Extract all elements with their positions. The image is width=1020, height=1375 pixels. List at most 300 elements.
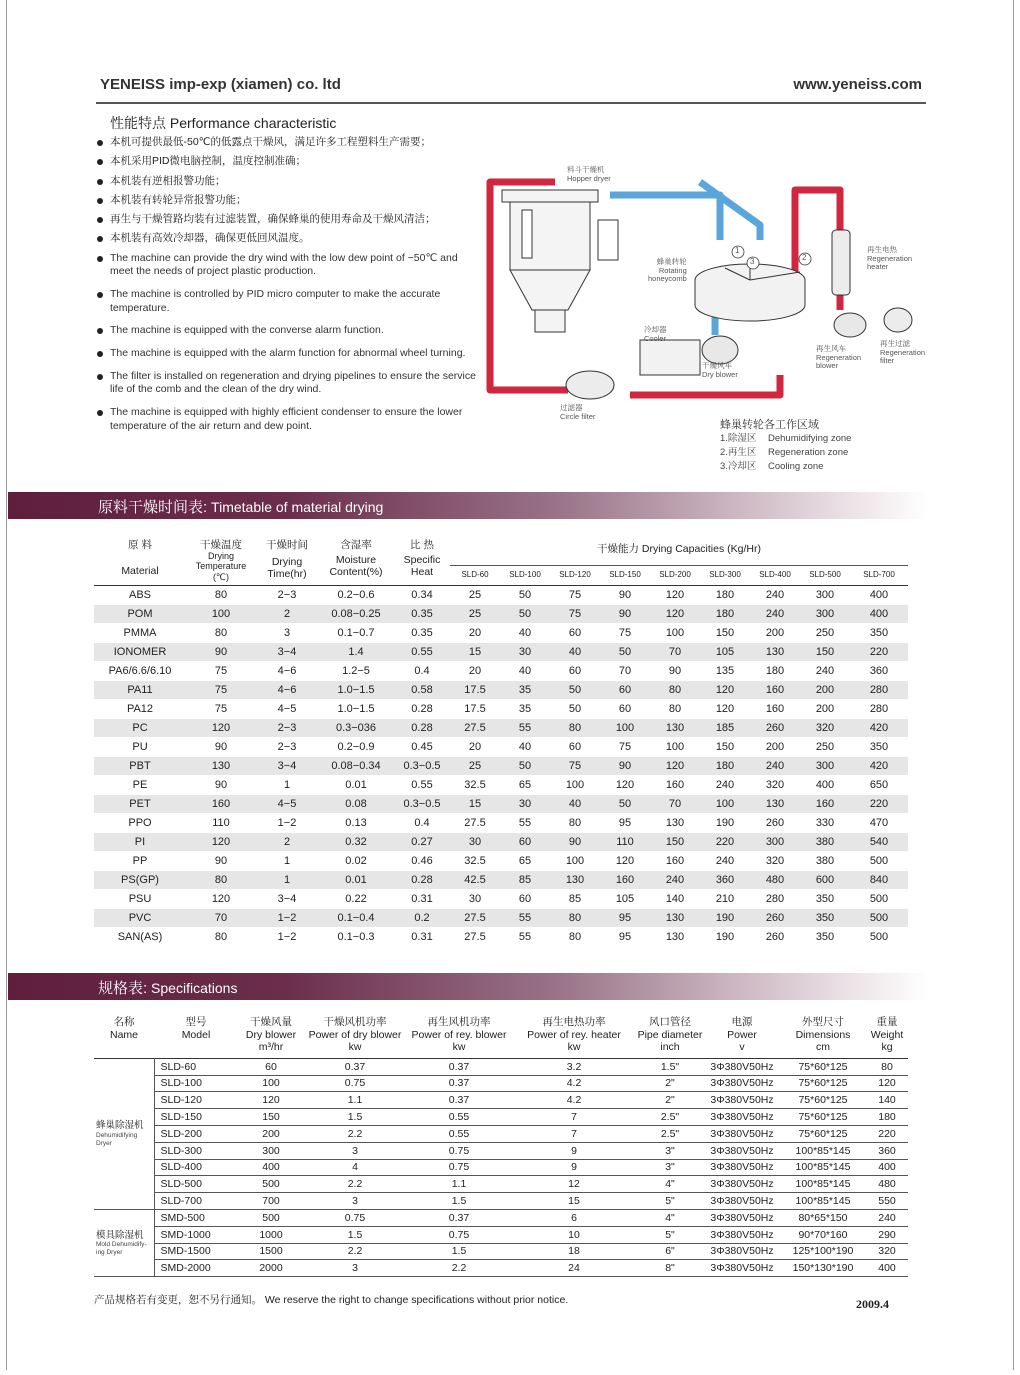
feature-cn-item: 本机可提供最低-50℃的低露点干燥风，满足许多工程塑料生产需要； <box>96 136 476 155</box>
table-cell: 75 <box>600 737 650 756</box>
table-cell: 260 <box>750 813 800 832</box>
table-cell: 70 <box>650 642 700 661</box>
table-cell: 0.08−0.25 <box>318 604 394 623</box>
drying-table <box>94 539 908 947</box>
spec-section-band <box>8 973 928 1000</box>
table-cell: 220 <box>850 642 908 661</box>
table-cell: 400 <box>850 585 908 604</box>
zone-item: 2.再生区 Regeneration zone <box>720 446 849 458</box>
spec-header: 再生电热功率 Power of rey. heater kw <box>527 1016 621 1054</box>
drying-table-wrap <box>94 539 908 947</box>
table-cell: 10 <box>512 1226 636 1243</box>
table-cell: 240 <box>866 1209 908 1226</box>
table-cell: 0.01 <box>318 870 394 889</box>
table-cell: 2.2 <box>406 1260 512 1277</box>
table-cell: 32.5 <box>450 775 500 794</box>
table-cell: 130 <box>650 718 700 737</box>
table-cell: 1.5 <box>406 1243 512 1260</box>
label-regen-blower: 再生风车 Regeneration blower <box>816 344 862 371</box>
table-cell: 700 <box>238 1193 304 1210</box>
table-cell: 540 <box>850 832 908 851</box>
table-cell: 120 <box>238 1092 304 1109</box>
col-time: 干燥时间 Drying Time(hr) <box>266 539 308 581</box>
model-header: SLD-100 <box>509 569 541 579</box>
table-cell: 3Φ380V50Hz <box>704 1125 780 1142</box>
cold-pipe-mid <box>700 182 760 240</box>
table-cell: 85 <box>500 870 550 889</box>
website-link[interactable]: www.yeneiss.com <box>793 76 922 93</box>
table-cell: 60 <box>550 661 600 680</box>
table-cell: 90 <box>600 756 650 775</box>
table-cell: 95 <box>600 908 650 927</box>
table-cell: 150 <box>700 623 750 642</box>
table-cell: 50 <box>550 699 600 718</box>
table-cell: 1.0−1.5 <box>318 680 394 699</box>
table-cell: 80 <box>550 927 600 946</box>
table-cell: 3Φ380V50Hz <box>704 1226 780 1243</box>
table-cell: 50 <box>500 756 550 775</box>
table-cell: 0.37 <box>406 1092 512 1109</box>
table-cell: 17.5 <box>450 680 500 699</box>
table-cell: 360 <box>866 1142 908 1159</box>
table-cell: 30 <box>500 642 550 661</box>
table-cell: 95 <box>600 813 650 832</box>
material-cell: PS(GP) <box>94 870 186 889</box>
cooler-box <box>640 340 700 375</box>
table-cell: 75*60*125 <box>780 1058 866 1075</box>
zone-title: 蜂巢转轮各工作区域 <box>720 419 819 431</box>
regen-blower <box>834 313 866 337</box>
model-header: SLD-200 <box>659 569 691 579</box>
table-cell: 30 <box>450 832 500 851</box>
table-cell: 470 <box>850 813 908 832</box>
zone-list <box>720 432 851 473</box>
feature-cn-item: 本机装有逆相报警功能； <box>96 175 476 194</box>
table-cell: 50 <box>600 642 650 661</box>
material-cell: PE <box>94 775 186 794</box>
table-row <box>94 1193 908 1210</box>
table-cell: 1−2 <box>256 927 318 946</box>
table-cell: 300 <box>800 756 850 775</box>
table-cell: 4−6 <box>256 680 318 699</box>
table-cell: 150 <box>650 832 700 851</box>
table-cell: 0.4 <box>394 813 450 832</box>
model-cell: SLD-400 <box>154 1159 238 1176</box>
table-cell: 0.37 <box>304 1058 406 1075</box>
table-cell: 1.5 <box>304 1226 406 1243</box>
model-cell: SLD-700 <box>154 1193 238 1210</box>
spec-header: 干燥风机功率 Power of dry blower kw <box>308 1016 402 1054</box>
material-cell: PSU <box>94 889 186 908</box>
table-cell: 32.5 <box>450 851 500 870</box>
table-cell: 6" <box>636 1243 704 1260</box>
model-header: SLD-700 <box>863 569 895 579</box>
table-cell: 140 <box>650 889 700 908</box>
spec-header: 名称 Name <box>109 1016 138 1041</box>
table-cell: 40 <box>500 623 550 642</box>
label-filter: 过滤器 Circle filter <box>560 403 596 421</box>
table-cell: 400 <box>866 1260 908 1277</box>
spec-section-title: 规格表: Specifications <box>98 980 238 997</box>
table-cell: 500 <box>238 1176 304 1193</box>
table-cell: 1.5" <box>636 1058 704 1075</box>
label-dry-blower: 干燥风车 Dry blower <box>702 361 738 379</box>
table-cell: 65 <box>500 851 550 870</box>
table-cell: 0.1−0.3 <box>318 927 394 946</box>
table-cell: 0.3−036 <box>318 718 394 737</box>
table-cell: 0.2−0.9 <box>318 737 394 756</box>
table-cell: 2.5" <box>636 1125 704 1142</box>
model-cell: SLD-120 <box>154 1092 238 1109</box>
table-cell: 90 <box>600 585 650 604</box>
table-cell: 1−2 <box>256 813 318 832</box>
table-cell: 3Φ380V50Hz <box>704 1193 780 1210</box>
table-cell: 0.28 <box>394 699 450 718</box>
feature-en-item: The machine is equipped with the converse alarm function. <box>96 324 476 338</box>
regen-filter <box>884 308 912 332</box>
model-cell: SMD-2000 <box>154 1260 238 1277</box>
table-cell: 240 <box>750 756 800 775</box>
model-cell: SLD-500 <box>154 1176 238 1193</box>
model-cell: SLD-200 <box>154 1125 238 1142</box>
table-cell: 400 <box>866 1159 908 1176</box>
table-cell: 150*130*190 <box>780 1260 866 1277</box>
table-cell: 300 <box>800 585 850 604</box>
table-cell: 185 <box>700 718 750 737</box>
table-cell: 200 <box>800 699 850 718</box>
table-cell: 0.3−0.5 <box>394 756 450 775</box>
table-cell: 0.28 <box>394 870 450 889</box>
table-cell: 160 <box>650 775 700 794</box>
company-name: YENEISS imp-exp (xiamen) co. ltd <box>100 76 341 93</box>
table-cell: 6 <box>512 1209 636 1226</box>
table-cell: 40 <box>500 737 550 756</box>
table-cell: 50 <box>500 604 550 623</box>
feature-cn-item: 本机装有高效冷却器，确保更低回风温度。 <box>96 232 476 251</box>
table-row <box>94 851 908 870</box>
hopper-dryer <box>502 190 618 332</box>
table-cell: 60 <box>600 680 650 699</box>
material-cell: PVC <box>94 908 186 927</box>
regen-heater <box>832 230 850 295</box>
material-cell: POM <box>94 604 186 623</box>
table-cell: 1 <box>256 851 318 870</box>
table-cell: 70 <box>600 661 650 680</box>
table-cell: 0.75 <box>304 1075 406 1092</box>
zone-item: 1.除湿区 Dehumidifying zone <box>720 433 852 444</box>
table-cell: 300 <box>800 604 850 623</box>
table-cell: 90 <box>600 604 650 623</box>
table-cell: 190 <box>700 908 750 927</box>
spec-table-body <box>94 1058 908 1276</box>
table-cell: 2" <box>636 1092 704 1109</box>
table-cell: 130 <box>650 927 700 946</box>
page-header <box>96 74 926 104</box>
table-cell: 70 <box>650 794 700 813</box>
table-cell: 25 <box>450 604 500 623</box>
table-cell: 180 <box>750 661 800 680</box>
table-cell: 90 <box>186 737 256 756</box>
table-cell: 1 <box>256 870 318 889</box>
table-cell: 650 <box>850 775 908 794</box>
table-cell: 75*60*125 <box>780 1075 866 1092</box>
table-cell: 0.01 <box>318 775 394 794</box>
model-cell: SMD-500 <box>154 1209 238 1226</box>
table-cell: 3 <box>256 623 318 642</box>
table-cell: 120 <box>600 851 650 870</box>
model-header: SLD-150 <box>609 569 641 579</box>
label-honeycomb: 蜂巢转轮 Rotating honeycomb <box>648 257 687 284</box>
table-cell: 160 <box>650 851 700 870</box>
table-row <box>94 1142 908 1159</box>
table-cell: 75*60*125 <box>780 1125 866 1142</box>
table-row <box>94 775 908 794</box>
table-cell: 3Φ380V50Hz <box>704 1176 780 1193</box>
label-hopper: 料斗干燥机 Hopper dryer <box>567 165 611 183</box>
table-cell: 75 <box>550 585 600 604</box>
honeycomb-wheel <box>695 264 805 321</box>
table-cell: 320 <box>866 1243 908 1260</box>
table-row <box>94 680 908 699</box>
table-cell: 500 <box>850 889 908 908</box>
table-cell: 75 <box>550 756 600 775</box>
drying-section-band <box>8 492 928 519</box>
table-cell: 80 <box>186 585 256 604</box>
table-cell: 1.1 <box>406 1176 512 1193</box>
table-cell: 2−3 <box>256 737 318 756</box>
table-cell: 360 <box>850 661 908 680</box>
table-cell: 105 <box>700 642 750 661</box>
table-cell: 180 <box>700 585 750 604</box>
table-cell: 1500 <box>238 1243 304 1260</box>
table-row <box>94 1209 908 1226</box>
table-cell: 100*85*145 <box>780 1176 866 1193</box>
model-cell: SLD-60 <box>154 1058 238 1075</box>
table-cell: 0.31 <box>394 889 450 908</box>
table-cell: 100 <box>700 794 750 813</box>
table-cell: 380 <box>800 851 850 870</box>
material-cell: PC <box>94 718 186 737</box>
spec-header: 风口管径 Pipe diameter inch <box>637 1016 703 1054</box>
table-cell: 55 <box>500 718 550 737</box>
table-cell: 160 <box>750 699 800 718</box>
table-row <box>94 661 908 680</box>
process-diagram-svg <box>480 160 940 480</box>
table-cell: 240 <box>650 870 700 889</box>
table-cell: 100 <box>650 737 700 756</box>
table-cell: 400 <box>800 775 850 794</box>
feature-en-item: The machine is equipped with highly efficient condenser to ensure the lower temperature of the air return and dew point. <box>96 406 476 433</box>
model-header: SLD-400 <box>759 569 791 579</box>
table-cell: 50 <box>600 794 650 813</box>
table-cell: 300 <box>238 1142 304 1159</box>
model-cell: SLD-300 <box>154 1142 238 1159</box>
table-cell: 12 <box>512 1176 636 1193</box>
table-cell: 400 <box>238 1159 304 1176</box>
table-cell: 0.58 <box>394 680 450 699</box>
material-cell: PA12 <box>94 699 186 718</box>
table-cell: 2.2 <box>304 1125 406 1142</box>
table-cell: 500 <box>850 927 908 946</box>
table-cell: 240 <box>750 604 800 623</box>
table-cell: 350 <box>800 927 850 946</box>
table-row <box>94 908 908 927</box>
table-cell: 0.45 <box>394 737 450 756</box>
model-cell: SLD-100 <box>154 1075 238 1092</box>
table-cell: 135 <box>700 661 750 680</box>
footer-date: 2009.4 <box>856 1297 889 1311</box>
table-cell: 80 <box>866 1058 908 1075</box>
table-cell: 0.27 <box>394 832 450 851</box>
table-cell: 0.08−0.34 <box>318 756 394 775</box>
table-row <box>94 737 908 756</box>
table-cell: 130 <box>650 813 700 832</box>
table-cell: 280 <box>850 699 908 718</box>
col-capacities: 干燥能力 Drying Capacities (Kg/Hr) <box>450 539 908 565</box>
model-header: SLD-300 <box>709 569 741 579</box>
table-cell: 90*70*160 <box>780 1226 866 1243</box>
table-cell: 100 <box>186 604 256 623</box>
table-cell: 27.5 <box>450 908 500 927</box>
spec-group-name: 蜂巢除湿机 Dehumidifying Dryer <box>94 1058 154 1209</box>
zone-item: 3.冷却区 Cooling zone <box>720 460 824 472</box>
table-cell: 180 <box>700 604 750 623</box>
table-cell: 0.55 <box>406 1109 512 1126</box>
table-row <box>94 813 908 832</box>
table-cell: 50 <box>550 680 600 699</box>
table-cell: 1000 <box>238 1226 304 1243</box>
table-cell: 220 <box>700 832 750 851</box>
table-cell: 120 <box>700 680 750 699</box>
table-row <box>94 870 908 889</box>
table-row <box>94 1125 908 1142</box>
table-cell: 30 <box>450 889 500 908</box>
table-cell: 90 <box>186 851 256 870</box>
table-cell: 200 <box>238 1125 304 1142</box>
table-cell: 3Φ380V50Hz <box>704 1209 780 1226</box>
table-cell: 100 <box>650 623 700 642</box>
table-cell: 320 <box>800 718 850 737</box>
circle-filter <box>566 371 614 399</box>
table-cell: 220 <box>850 794 908 813</box>
material-cell: PP <box>94 851 186 870</box>
table-cell: 210 <box>700 889 750 908</box>
table-cell: 0.1−0.7 <box>318 623 394 642</box>
material-cell: PI <box>94 832 186 851</box>
material-cell: PU <box>94 737 186 756</box>
table-cell: 0.37 <box>406 1209 512 1226</box>
table-row <box>94 1243 908 1260</box>
table-cell: 160 <box>186 794 256 813</box>
table-cell: 0.34 <box>394 585 450 604</box>
table-cell: 0.35 <box>394 604 450 623</box>
table-cell: 80 <box>550 908 600 927</box>
table-cell: 20 <box>450 737 500 756</box>
table-cell: 0.37 <box>406 1058 512 1075</box>
table-cell: 120 <box>186 718 256 737</box>
table-cell: 190 <box>700 813 750 832</box>
table-cell: 0.02 <box>318 851 394 870</box>
table-cell: 80 <box>650 699 700 718</box>
table-cell: 80 <box>550 813 600 832</box>
table-row <box>94 699 908 718</box>
model-cell: SMD-1000 <box>154 1226 238 1243</box>
table-cell: 3.2 <box>512 1058 636 1075</box>
table-row <box>94 718 908 737</box>
table-cell: 18 <box>512 1243 636 1260</box>
table-cell: 190 <box>700 927 750 946</box>
table-cell: 3 <box>304 1142 406 1159</box>
table-cell: 2.5" <box>636 1109 704 1126</box>
model-cell: SMD-1500 <box>154 1243 238 1260</box>
table-cell: 500 <box>850 908 908 927</box>
table-cell: 27.5 <box>450 813 500 832</box>
table-cell: 24 <box>512 1260 636 1277</box>
table-cell: 0.75 <box>406 1142 512 1159</box>
table-cell: 0.37 <box>406 1075 512 1092</box>
spec-table-head <box>94 1016 908 1058</box>
table-cell: 7 <box>512 1109 636 1126</box>
table-cell: 120 <box>650 585 700 604</box>
table-cell: 280 <box>850 680 908 699</box>
table-cell: 40 <box>550 642 600 661</box>
table-cell: 90 <box>650 661 700 680</box>
spec-header: 型号 Model <box>181 1016 211 1041</box>
col-temp: 干燥温度 Drying Temperature (℃) <box>195 539 247 582</box>
table-cell: 180 <box>700 756 750 775</box>
table-row <box>94 1092 908 1109</box>
feature-en-item: The machine is equipped with the alarm function for abnormal wheel turning. <box>96 347 476 361</box>
table-cell: 15 <box>450 642 500 661</box>
table-cell: 110 <box>186 813 256 832</box>
table-cell: 2 <box>256 832 318 851</box>
table-cell: 15 <box>512 1193 636 1210</box>
table-cell: 75*60*125 <box>780 1092 866 1109</box>
table-cell: 3Φ380V50Hz <box>704 1243 780 1260</box>
table-cell: 350 <box>800 889 850 908</box>
table-cell: 0.28 <box>394 718 450 737</box>
table-cell: 25 <box>450 585 500 604</box>
spec-header: 干燥风量 Dry blower m³/hr <box>245 1016 297 1054</box>
spec-header: 电源 Power v <box>727 1016 757 1054</box>
table-cell: 2.2 <box>304 1176 406 1193</box>
table-cell: 75 <box>186 661 256 680</box>
table-cell: 60 <box>550 737 600 756</box>
table-cell: 120 <box>650 604 700 623</box>
footer-notice: 产品规格若有变更，恕不另行通知。 We reserve the right to change specifications without prior notice. <box>94 1294 569 1306</box>
table-cell: 180 <box>866 1109 908 1126</box>
table-cell: 2−3 <box>256 718 318 737</box>
table-cell: 4" <box>636 1176 704 1193</box>
table-cell: 60 <box>550 623 600 642</box>
drying-section-title: 原料干燥时间表: Timetable of material drying <box>98 499 384 516</box>
table-cell: 250 <box>800 623 850 642</box>
table-cell: 5" <box>636 1193 704 1210</box>
table-cell: 3Φ380V50Hz <box>704 1142 780 1159</box>
table-row <box>94 1058 908 1075</box>
table-cell: 240 <box>800 661 850 680</box>
table-row <box>94 642 908 661</box>
table-cell: 75*60*125 <box>780 1109 866 1126</box>
table-row <box>94 1176 908 1193</box>
table-cell: 0.2 <box>394 908 450 927</box>
table-cell: 80 <box>186 927 256 946</box>
table-cell: 480 <box>866 1176 908 1193</box>
zone-number-3: 3 <box>750 257 755 266</box>
table-cell: 80 <box>550 718 600 737</box>
feature-en-item: The machine can provide the dry wind with the low dew point of −50℃ and meet the needs of project plastic production. <box>96 252 476 279</box>
table-cell: 27.5 <box>450 718 500 737</box>
